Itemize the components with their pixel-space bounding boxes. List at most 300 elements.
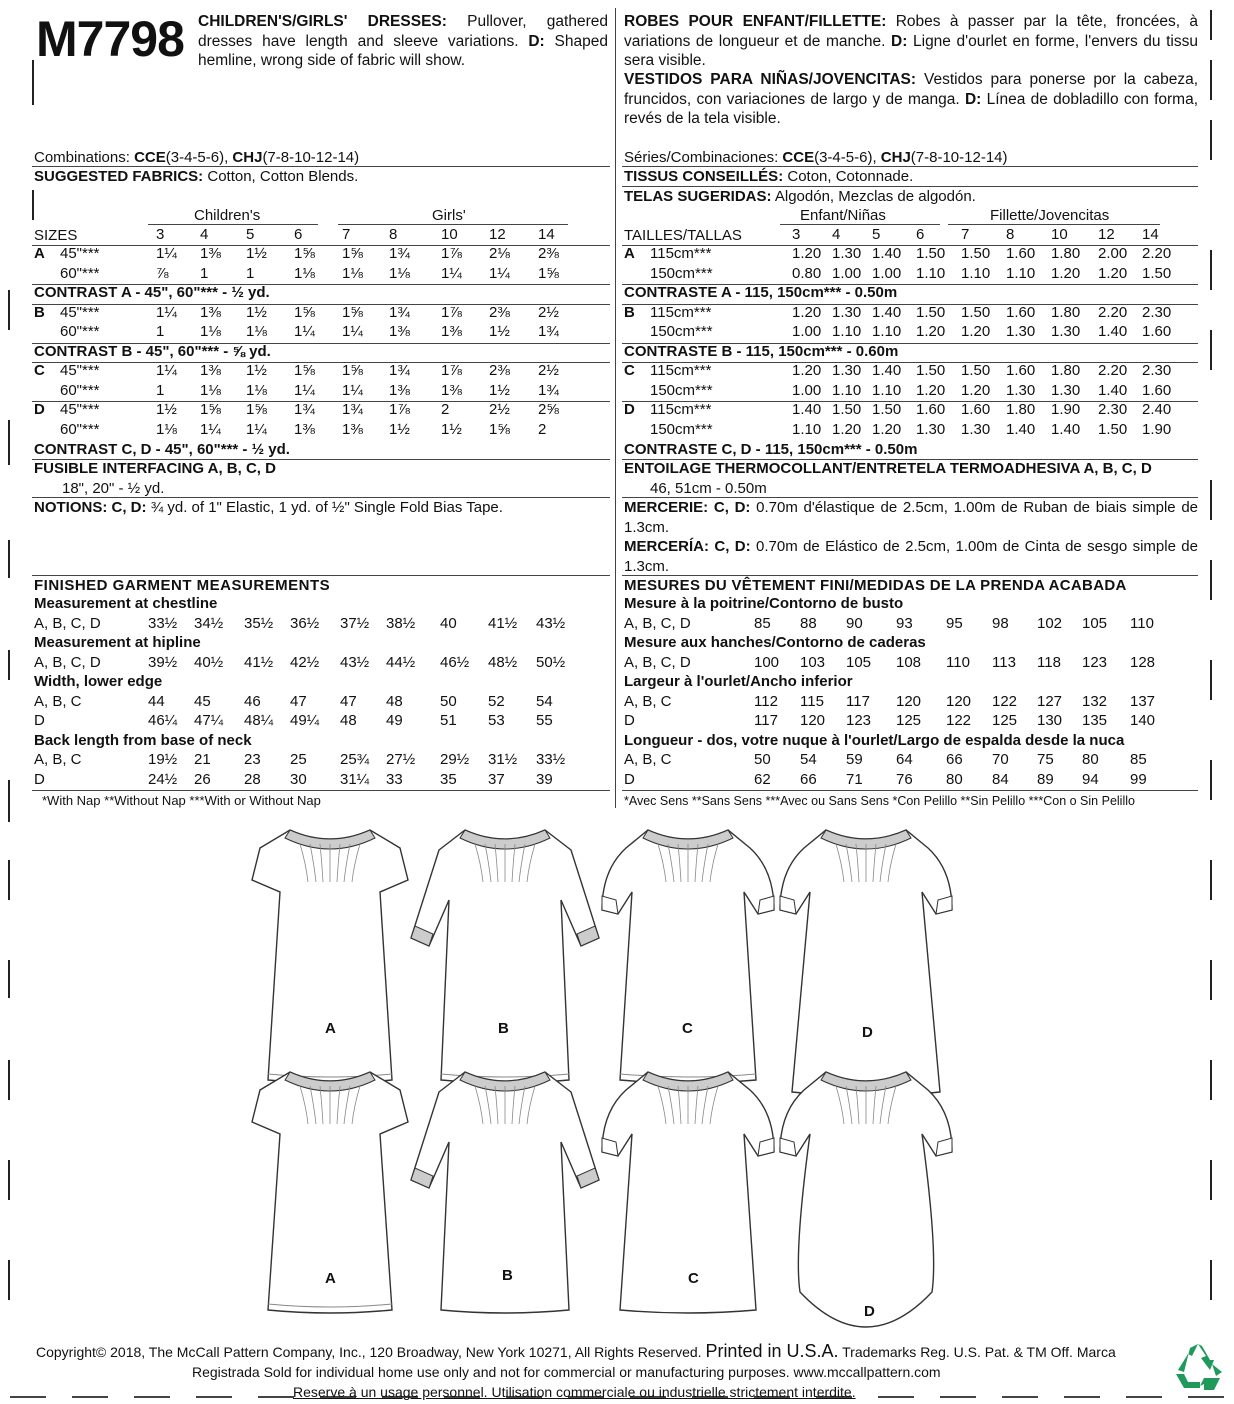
fr-measure-cell: 70 xyxy=(992,751,1009,768)
fr-measure-cell: 105 xyxy=(846,653,872,671)
fr-measure-cell: 76 xyxy=(896,770,913,788)
en-yardage-cell: 1¼ xyxy=(200,420,221,438)
en-yardage-cell: 1⅜ xyxy=(342,420,363,438)
en-size-header: 14 xyxy=(538,226,555,243)
en-measure-cell: 45 xyxy=(194,692,211,710)
label-top-c: C xyxy=(682,1020,693,1037)
en-size-header: 7 xyxy=(342,226,351,243)
en-measure-label: D xyxy=(34,770,45,788)
en-yardage-cell: 1⅝ xyxy=(294,303,315,321)
en-yardage-cell: 1⅜ xyxy=(389,323,410,340)
en-yardage-cell: 1⅝ xyxy=(246,401,267,418)
en-fabric-width: 60"*** xyxy=(60,420,100,438)
fr-yardage-cell: 2.30 xyxy=(1142,303,1172,321)
footer-line3: Reserve à un usage personnel. Utilisation commerciale ou industrielle strictement interdite. xyxy=(293,1384,856,1400)
en-yardage-cell: 2⅜ xyxy=(538,245,559,262)
label-bottom-b: B xyxy=(502,1267,513,1284)
fr-group-enfant: Enfant/Niñas xyxy=(800,207,886,224)
en-yardage-cell: 1½ xyxy=(441,420,462,438)
fold-mark xyxy=(1210,760,1212,800)
rule xyxy=(32,245,610,246)
en-measure-cell: 27½ xyxy=(386,751,416,768)
en-yardage-cell: 1⅜ xyxy=(441,323,462,340)
en-yardage-cell: 1⅝ xyxy=(538,264,559,282)
column-divider xyxy=(615,8,616,808)
en-fabrics-value: Cotton, Cotton Blends. xyxy=(207,168,359,185)
en-notions-text: ¾ yd. of 1" Elastic, 1 yd. of ½" Single Fold Bias Tape. xyxy=(150,499,503,516)
fold-mark xyxy=(32,60,34,105)
fr-yardage-cell: 1.50 xyxy=(832,401,862,418)
en-description xyxy=(198,12,608,71)
fr-description xyxy=(624,12,1198,71)
fr-yardage-cell: 1.40 xyxy=(872,303,902,321)
fold-mark xyxy=(72,1396,108,1398)
rule xyxy=(148,224,318,225)
fr-fabrics-value: Coton, Cotonnade. xyxy=(787,168,914,185)
en-view-label: A xyxy=(34,245,45,262)
en-measure-cell: 50 xyxy=(440,692,457,710)
en-measure-cell: 47 xyxy=(290,692,307,710)
en-yardage-cell: 1⅛ xyxy=(342,264,363,282)
fr-yardage-cell: 1.50 xyxy=(1098,420,1128,438)
fr-yardage-cell: 1.50 xyxy=(961,245,991,262)
fr-yardage-cell: 1.40 xyxy=(792,401,822,418)
fr-measure-cell: 80 xyxy=(946,770,963,788)
fr-yardage-cell: 1.50 xyxy=(916,303,946,321)
en-yardage-cell: 1½ xyxy=(156,401,177,418)
fr-fabric-width: 150cm*** xyxy=(650,420,713,438)
en-yardage-cell: 1¼ xyxy=(294,323,315,340)
en-measure-cell: 31¼ xyxy=(340,770,370,788)
fr-measure-cell: 123 xyxy=(1082,653,1108,671)
en-measure-cell: 50½ xyxy=(536,653,566,671)
en-measure-cell: 43½ xyxy=(340,653,370,671)
en-yardage-cell: 1¾ xyxy=(389,303,410,321)
en-yardage-cell: 2½ xyxy=(538,303,559,321)
fr-yardage-cell: 1.40 xyxy=(1051,420,1081,438)
en-measure-cell: 48¼ xyxy=(244,712,274,729)
en-yardage-cell: 2 xyxy=(441,401,450,418)
en-combo2-sizes: (7-8-10-12-14) xyxy=(262,149,360,166)
fr-measure-cell: 122 xyxy=(946,712,972,729)
fr-size-header: 7 xyxy=(961,226,970,243)
fr-yardage-cell: 1.30 xyxy=(1006,323,1036,340)
fr-measure-cell: 85 xyxy=(754,614,771,632)
en-measure-cell: 21 xyxy=(194,751,211,768)
en-yardage-cell: 1½ xyxy=(389,420,410,438)
en-yardage-cell: 1½ xyxy=(246,303,267,321)
fold-mark xyxy=(32,190,34,220)
en-yardage-cell: 1⅝ xyxy=(200,401,221,418)
fr-measure-label: D xyxy=(624,770,635,788)
fr-measure-cell: 105 xyxy=(1082,614,1108,632)
footer-line2: Registrada Sold for individual home use only and not for commercial or manufacturing purposes. www.mccallpattern.com xyxy=(192,1364,941,1380)
label-top-d: D xyxy=(862,1024,873,1041)
fr-yardage-cell: 1.50 xyxy=(1142,264,1172,282)
fr-measure-label: A, B, C, D xyxy=(624,614,691,632)
fr-interfacing-label: ENTOILAGE THERMOCOLLANT/ENTRETELA TERMOADHESIVA A, B, C, D xyxy=(624,460,1152,477)
fr-measure-cell: 71 xyxy=(846,770,863,788)
en-measure-cell: 49 xyxy=(386,712,403,729)
fr-yardage-cell: 1.10 xyxy=(1006,264,1036,282)
en-measure-cell: 46¼ xyxy=(148,712,178,729)
fr-size-header: 10 xyxy=(1051,226,1068,243)
es-desc-d: Línea de dobladillo con forma, revés de la tela visible. xyxy=(624,90,1199,127)
fr-measure-cell: 59 xyxy=(846,751,863,768)
en-yardage-cell: 1¾ xyxy=(538,381,559,399)
fold-mark xyxy=(1210,560,1212,600)
fr-fabric-width: 150cm*** xyxy=(650,323,713,340)
en-yardage-cell: 1⅛ xyxy=(200,323,221,340)
printed-in-usa: Printed in U.S.A. xyxy=(705,1341,839,1361)
en-measure-cell: 25 xyxy=(290,751,307,768)
fr-yardage-cell: 1.20 xyxy=(792,362,822,379)
fr-contrast-row: CONTRASTE B - 115, 150cm*** - 0.60m xyxy=(624,342,899,360)
label-bottom-a: A xyxy=(325,1270,336,1287)
en-yardage-cell: 1⅜ xyxy=(200,362,221,379)
en-d-label: D: xyxy=(528,32,545,50)
es-fabrics-value: Algodón, Mezclas de algodón. xyxy=(774,188,976,205)
en-fabric-width: 45"*** xyxy=(60,303,100,321)
en-yardage-cell: 1⅛ xyxy=(156,420,177,438)
fold-mark xyxy=(8,290,10,330)
en-measure-cell: 46 xyxy=(244,692,261,710)
en-measure-cell: 30 xyxy=(290,770,307,788)
fold-mark xyxy=(1210,10,1212,40)
fr-yardage-cell: 1.50 xyxy=(916,362,946,379)
fold-mark xyxy=(196,1396,232,1398)
fr-yardage-cell: 1.30 xyxy=(916,420,946,438)
rule xyxy=(338,224,568,225)
footer-line1 xyxy=(36,1341,1116,1362)
fr-view-label: A xyxy=(624,245,635,262)
en-yardage-cell: 1¼ xyxy=(489,264,510,282)
fr-yardage-cell: 1.40 xyxy=(1006,420,1036,438)
fr-combinations xyxy=(624,148,1008,168)
en-measure-cell: 33 xyxy=(386,770,403,788)
fr-sizes-label: TAILLES/TALLAS xyxy=(624,227,742,244)
fr-yardage-cell: 1.60 xyxy=(1006,362,1036,379)
en-yardage-cell: 1¼ xyxy=(294,381,315,399)
fr-measure-cell: 102 xyxy=(1037,614,1063,632)
en-view-label: B xyxy=(34,303,45,321)
en-group-children: Children's xyxy=(194,207,261,224)
en-measure-cell: 28 xyxy=(244,770,261,788)
label-bottom-d: D xyxy=(864,1303,875,1320)
fr-measure-label: A, B, C xyxy=(624,692,672,710)
fr-yardage-cell: 2.40 xyxy=(1142,401,1172,418)
en-desc-d: Shaped hemline, wrong side of fabric will show. xyxy=(198,32,608,69)
rule xyxy=(622,790,1198,791)
fr-measure-cell: 95 xyxy=(946,614,963,632)
fr-measure-cell: 117 xyxy=(846,692,870,710)
fr-yardage-cell: 1.60 xyxy=(916,401,946,418)
fr-size-header: 12 xyxy=(1098,226,1115,243)
en-fabrics xyxy=(34,167,358,187)
fr-yardage-cell: 1.80 xyxy=(1051,362,1081,379)
fr-fgm-title: MESURES DU VÊTEMENT FINI/MEDIDAS DE LA PRENDA ACABADA xyxy=(624,577,1127,594)
fr-yardage-cell: 1.00 xyxy=(872,264,902,282)
fr-fabrics-label: TISSUS CONSEILLÉS: xyxy=(624,168,784,185)
en-measure-cell: 42½ xyxy=(290,653,320,671)
fr-yardage-cell: 1.20 xyxy=(961,381,991,399)
en-measure-cell: 29½ xyxy=(440,751,470,768)
en-measure-cell: 37½ xyxy=(340,614,370,632)
en-yardage-cell: 1⅛ xyxy=(246,323,267,340)
fr-measure-cell: 66 xyxy=(800,770,817,788)
fr-yardage-cell: 1.40 xyxy=(872,245,902,262)
en-fabric-width: 45"*** xyxy=(60,401,100,418)
en-yardage-cell: 2 xyxy=(538,420,547,438)
fold-mark xyxy=(10,1396,46,1398)
fr-yardage-cell: 1.30 xyxy=(961,420,991,438)
en-fabric-width: 60"*** xyxy=(60,323,100,340)
garment-illustrations xyxy=(0,820,1234,1340)
en-measure-label: A, B, C xyxy=(34,692,82,710)
fr-measure-cell: 128 xyxy=(1130,653,1156,671)
fr-combo2-code: CHJ xyxy=(880,149,911,166)
es-desc: Vestidos para ponerse por la cabeza, fruncidos, con variaciones de largo y de manga. xyxy=(624,71,1199,108)
en-contrast-row: CONTRAST A - 45", 60"*** - ½ yd. xyxy=(34,284,270,301)
en-yardage-cell: 1 xyxy=(156,381,165,399)
fr-measure-title: Longueur - dos, votre nuque à l'ourlet/Largo de espalda desde la nuca xyxy=(624,731,1125,749)
fr-yardage-cell: 1.90 xyxy=(1142,420,1172,438)
fr-measure-cell: 125 xyxy=(896,712,922,729)
en-measure-title: Width, lower edge xyxy=(34,673,163,690)
fr-yardage-cell: 1.20 xyxy=(916,381,946,399)
fr-yardage-cell: 1.20 xyxy=(1051,264,1081,282)
fr-measure-cell: 103 xyxy=(800,653,826,671)
en-measure-cell: 54 xyxy=(536,692,553,710)
fr-measure-cell: 120 xyxy=(946,692,972,710)
en-measure-cell: 26 xyxy=(194,770,211,788)
fr-yardage-cell: 1.50 xyxy=(961,362,991,379)
fr-yardage-cell: 2.00 xyxy=(1098,245,1128,262)
en-sizes-label: SIZES xyxy=(34,227,78,244)
fr-measure-cell: 123 xyxy=(846,712,872,729)
fr-measure-cell: 99 xyxy=(1130,770,1147,788)
en-contrast-cd: CONTRAST C, D - 45", 60"*** - ½ yd. xyxy=(34,441,290,458)
rule xyxy=(32,790,610,791)
en-measure-label: A, B, C, D xyxy=(34,653,101,671)
fr-yardage-cell: 1.40 xyxy=(1098,323,1128,340)
en-yardage-cell: 1¼ xyxy=(342,381,363,399)
rule xyxy=(948,224,1160,225)
en-fabric-width: 45"*** xyxy=(60,245,100,262)
en-group-girls: Girls' xyxy=(432,207,466,224)
en-measure-label: D xyxy=(34,712,45,729)
view-d-front xyxy=(780,830,952,1096)
en-measure-cell: 51 xyxy=(440,712,457,729)
es-title: VESTIDOS PARA NIÑAS/JOVENCITAS: xyxy=(624,71,917,88)
en-yardage-cell: 1⅝ xyxy=(342,362,363,379)
en-yardage-cell: ⅞ xyxy=(156,264,169,282)
rule xyxy=(32,362,610,363)
fr-desc: Robes à passer par la tête, froncées, à variations de longueur et de manche. xyxy=(624,13,1198,50)
fr-measure-title: Mesure aux hanches/Contorno de caderas xyxy=(624,634,926,651)
fr-yardage-cell: 1.40 xyxy=(1098,381,1128,399)
en-measure-label: A, B, C xyxy=(34,751,82,768)
fr-yardage-cell: 1.50 xyxy=(872,401,902,418)
en-measure-cell: 44 xyxy=(148,692,165,710)
fr-desc-d: Ligne d'ourlet en forme, l'envers du tissu sera visible. xyxy=(624,32,1198,69)
es-merceria xyxy=(624,537,1198,576)
en-desc: Pullover, gathered dresses have length and sleeve variations. xyxy=(198,13,608,50)
fr-view-label: C xyxy=(624,362,635,379)
fr-measure-cell: 117 xyxy=(754,712,778,729)
fr-measure-cell: 93 xyxy=(896,614,913,632)
en-interfacing-value: 18", 20" - ½ yd. xyxy=(62,480,165,497)
es-merceria-text: 0.70m de Elástico de 2.5cm, 1.00m de Cinta de sesgo simple de 1.3cm. xyxy=(624,538,1198,575)
fr-measure-cell: 62 xyxy=(754,770,771,788)
fr-yardage-cell: 1.10 xyxy=(832,323,862,340)
fr-measure-cell: 98 xyxy=(992,614,1009,632)
en-measure-cell: 53 xyxy=(488,712,505,729)
fr-yardage-cell: 2.30 xyxy=(1098,401,1128,418)
fr-measure-title: Mesure à la poitrine/Contorno de busto xyxy=(624,595,904,612)
fr-yardage-cell: 1.30 xyxy=(1006,381,1036,399)
en-view-label: D xyxy=(34,401,45,418)
fr-measure-cell: 50 xyxy=(754,751,771,768)
en-measure-cell: 31½ xyxy=(488,751,518,768)
en-yardage-cell: 1¾ xyxy=(342,401,363,418)
en-measure-title: Back length from base of neck xyxy=(34,731,252,749)
en-measure-cell: 44½ xyxy=(386,653,416,671)
fr-measure-cell: 120 xyxy=(896,692,922,710)
fr-yardage-cell: 0.80 xyxy=(792,264,822,282)
en-measure-cell: 36½ xyxy=(290,614,320,632)
rule xyxy=(32,401,610,402)
en-interfacing-label: FUSIBLE INTERFACING A, B, C, D xyxy=(34,460,276,477)
fr-yardage-cell: 1.20 xyxy=(792,245,822,262)
fr-measure-cell: 108 xyxy=(896,653,922,671)
view-b-front xyxy=(411,830,599,1083)
fr-fabrics xyxy=(624,167,913,187)
en-measure-cell: 33½ xyxy=(536,751,566,768)
fold-mark xyxy=(1210,330,1212,370)
en-fabrics-label: SUGGESTED FABRICS: xyxy=(34,168,204,185)
recycle-icon xyxy=(1170,1340,1226,1394)
rule xyxy=(780,224,940,225)
en-yardage-cell: 1½ xyxy=(489,323,510,340)
en-measure-cell: 47¼ xyxy=(194,712,224,729)
fr-yardage-cell: 1.20 xyxy=(832,420,862,438)
fr-yardage-cell: 1.10 xyxy=(872,381,902,399)
en-yardage-cell: 1⅞ xyxy=(441,303,462,321)
en-combo1-sizes: (3-4-5-6), xyxy=(165,149,229,166)
fr-size-header: 8 xyxy=(1006,226,1015,243)
fr-measure-cell: 112 xyxy=(754,692,778,710)
fr-yardage-cell: 1.50 xyxy=(916,245,946,262)
en-measure-cell: 25¾ xyxy=(340,751,370,768)
en-combo2-code: CHJ xyxy=(232,149,263,166)
fold-mark xyxy=(134,1396,170,1398)
en-measure-label: A, B, C, D xyxy=(34,614,101,632)
en-measure-cell: 41½ xyxy=(244,653,274,671)
en-notions-views: C, D: xyxy=(111,499,147,516)
en-fgm-title: FINISHED GARMENT MEASUREMENTS xyxy=(34,577,331,594)
fr-size-header: 14 xyxy=(1142,226,1159,243)
fr-measure-cell: 137 xyxy=(1130,692,1156,710)
en-measure-cell: 41½ xyxy=(488,614,518,632)
en-yardage-cell: 1⅝ xyxy=(489,420,510,438)
fr-yardage-cell: 1.20 xyxy=(792,303,822,321)
fr-measure-cell: 113 xyxy=(992,653,1016,671)
view-d-back xyxy=(780,1072,952,1327)
fr-fabric-width: 115cm*** xyxy=(650,401,712,418)
fr-measure-cell: 135 xyxy=(1082,712,1108,729)
fr-group-fillette: Fillette/Jovencitas xyxy=(990,207,1110,224)
en-yardage-cell: 2½ xyxy=(489,401,510,418)
fr-yardage-cell: 2.20 xyxy=(1098,362,1128,379)
en-yardage-cell: 1⅜ xyxy=(294,420,315,438)
fr-measure-cell: 84 xyxy=(992,770,1009,788)
en-yardage-cell: 1⅝ xyxy=(342,303,363,321)
en-yardage-cell: 1⅛ xyxy=(294,264,315,282)
fr-measure-label: A, B, C xyxy=(624,751,672,768)
en-size-header: 4 xyxy=(200,226,209,243)
fold-mark xyxy=(1188,1396,1224,1398)
fr-combo1-code: CCE xyxy=(782,149,815,166)
en-fabric-width: 60"*** xyxy=(60,264,100,282)
fr-yardage-cell: 1.20 xyxy=(1098,264,1128,282)
en-measure-cell: 23 xyxy=(244,751,261,768)
en-measure-cell: 35 xyxy=(440,770,457,788)
fr-measure-cell: 115 xyxy=(800,692,824,710)
en-yardage-cell: 1⅛ xyxy=(200,381,221,399)
fr-yardage-cell: 1.00 xyxy=(792,323,822,340)
en-yardage-cell: 1⅜ xyxy=(389,381,410,399)
en-fabric-width: 60"*** xyxy=(60,381,100,399)
fr-measure-label: D xyxy=(624,712,635,729)
en-yardage-cell: 1⅛ xyxy=(389,264,410,282)
en-measure-cell: 49¼ xyxy=(290,712,320,729)
fr-yardage-cell: 2.30 xyxy=(1142,362,1172,379)
en-yardage-cell: 1¾ xyxy=(538,323,559,340)
fr-interfacing-value: 46, 51cm - 0.50m xyxy=(650,480,767,497)
view-c-front xyxy=(602,830,774,1083)
en-yardage-cell: 1⅞ xyxy=(389,401,410,418)
en-yardage-cell: 1½ xyxy=(489,381,510,399)
en-measure-cell: 34½ xyxy=(194,614,224,632)
en-yardage-cell: 1¼ xyxy=(156,245,177,262)
en-contrast-row: CONTRAST B - 45", 60"*** - ⅝ yd. xyxy=(34,342,271,360)
fr-yardage-cell: 2.20 xyxy=(1098,303,1128,321)
en-size-header: 6 xyxy=(294,226,303,243)
fr-mercerie xyxy=(624,498,1198,537)
fr-measure-label: A, B, C, D xyxy=(624,653,691,671)
en-yardage-cell: 1 xyxy=(200,264,209,282)
en-measure-cell: 48½ xyxy=(488,653,518,671)
en-yardage-cell: 2⅝ xyxy=(538,401,559,418)
fr-combo2-sizes: (7-8-10-12-14) xyxy=(910,149,1008,166)
fr-fabric-width: 150cm*** xyxy=(650,264,713,282)
en-measure-cell: 37 xyxy=(488,770,505,788)
en-combinations-label: Combinations: xyxy=(34,149,130,166)
en-yardage-cell: 1¼ xyxy=(156,362,177,379)
fr-measure-cell: 94 xyxy=(1082,770,1099,788)
en-yardage-cell: 1¼ xyxy=(441,264,462,282)
en-yardage-cell: 1⅝ xyxy=(294,245,315,262)
fold-mark xyxy=(8,420,10,465)
fold-mark xyxy=(1210,660,1212,700)
en-yardage-cell: 1⅛ xyxy=(246,381,267,399)
fr-measure-cell: 54 xyxy=(800,751,817,768)
fr-yardage-cell: 1.80 xyxy=(1051,303,1081,321)
en-yardage-cell: 1⅜ xyxy=(200,303,221,321)
en-size-header: 5 xyxy=(246,226,255,243)
fr-size-header: 4 xyxy=(832,226,841,243)
